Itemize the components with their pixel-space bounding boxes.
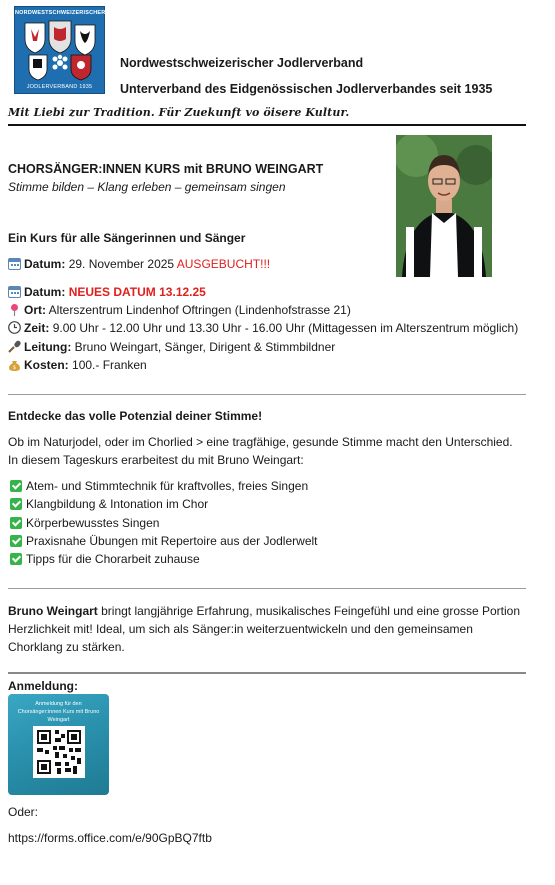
list-item-text: Körperbewusstes Singen (26, 516, 160, 530)
logo-top-text: NORDWESTSCHWEIZERISCHER (15, 10, 106, 16)
list-item (10, 495, 208, 513)
list-item (10, 477, 308, 495)
detail-date-new (8, 283, 206, 301)
instructor-name: Bruno Weingart (8, 604, 98, 618)
bio-text: Herzlichkeit mit! Ideal, um sich als Sänger:in weiterzuentwickeln und den gemeinsamen (8, 622, 473, 636)
list-item-text: Praxisnahe Übungen mit Repertoire aus der Jodlerwelt (26, 534, 318, 548)
list-item (10, 550, 200, 568)
lead-label: Leitung: (24, 340, 72, 354)
detail-place (8, 301, 351, 319)
time-value: 9.00 Uhr - 12.00 Uhr und 13.30 Uhr - 16.00 Uhr (Mittagessen im Alterszentrum möglich) (52, 321, 519, 335)
association-subtitle: Unterverband des Eidgenössischen Jodlerverbandes seit 1935 (120, 82, 493, 96)
course-title: CHORSÄNGER:INNEN KURS mit BRUNO WEINGART (8, 162, 324, 176)
association-title: Nordwestschweizerischer Jodlerverband (120, 56, 364, 70)
potential-title: Entdecke das volle Potenzial deiner Stimme! (8, 409, 263, 423)
checkmark-icon (10, 498, 22, 510)
potential-intro (8, 433, 533, 469)
checkmark-icon (10, 553, 22, 565)
detail-date-original (8, 255, 270, 273)
date1-value: 29. November 2025 (68, 257, 175, 271)
instructor-bio (8, 602, 533, 656)
date1-label: Datum: (24, 257, 66, 271)
bio-text: Chorklang zu stärken. (8, 640, 125, 654)
qr-caption: Anmeldung für den Chorsänger:innen Kurs mit Bruno Weingart (17, 701, 100, 723)
list-item-text: Atem- und Stimmtechnik für kraftvolles, freies Singen (26, 479, 309, 493)
intro-line: Ob im Naturjodel, oder im Chorlied > eine tragfähige, gesunde Stimme macht den Unterschied. (8, 435, 513, 449)
registration-title: Anmeldung: (8, 679, 78, 693)
motto: Mit Liebi zur Tradition. Für Zuekunft vo öisere Kultur. (8, 106, 350, 119)
money-bag-icon (8, 358, 21, 371)
checkmark-icon (10, 480, 22, 492)
checkmark-icon (10, 517, 22, 529)
logo-coat-of-arms-icon (21, 19, 100, 81)
registration-link[interactable]: https://forms.office.com/e/90GpBQ7ftb (8, 831, 212, 845)
svg-text:$: $ (12, 365, 17, 371)
date2-label: Datum: (24, 285, 66, 299)
microphone-icon (8, 340, 21, 353)
place-value: Alterszentrum Lindenhof Oftringen (Lindenhofstrasse 21) (48, 303, 351, 317)
instructor-portrait-icon (396, 135, 492, 277)
section-divider (8, 588, 526, 589)
qr-code[interactable] (33, 726, 85, 778)
clock-icon (8, 321, 21, 334)
list-item (10, 514, 159, 532)
course-audience: Ein Kurs für alle Sängerinnen und Sänger (8, 231, 246, 245)
booked-out-badge: AUSGEBUCHT!!! (176, 257, 271, 271)
registration-qr-card[interactable] (8, 694, 109, 795)
qr-code-icon (33, 726, 85, 778)
intro-line: In diesem Tageskurs erarbeitest du mit Bruno Weingart: (8, 453, 304, 467)
detail-time (8, 319, 518, 337)
detail-cost (8, 356, 147, 374)
new-date-value: NEUES DATUM 13.12.25 (68, 285, 206, 299)
list-item (10, 532, 318, 550)
list-item-text: Tipps für die Chorarbeit zuhause (26, 552, 200, 566)
or-label: Oder: (8, 805, 39, 819)
calendar-icon (8, 257, 21, 270)
section-divider (8, 672, 526, 674)
instructor-photo (396, 135, 492, 277)
location-pin-icon (8, 303, 21, 316)
cost-value: 100.- Franken (72, 358, 147, 372)
header-divider (8, 124, 526, 126)
detail-lead (8, 338, 335, 356)
time-label: Zeit: (24, 321, 50, 335)
section-divider (8, 394, 526, 395)
logo-bottom-text: JODLERVERBAND 1935 (26, 84, 93, 90)
place-label: Ort: (24, 303, 46, 317)
list-item-text: Klangbildung & Intonation im Chor (26, 497, 209, 511)
cost-label: Kosten: (24, 358, 69, 372)
bio-text: bringt langjährige Erfahrung, musikalisches Feingefühl und eine grosse Portion (97, 604, 521, 618)
course-subtitle: Stimme bilden – Klang erleben – gemeinsam singen (8, 180, 286, 194)
lead-value: Bruno Weingart, Sänger, Dirigent & Stimmbildner (74, 340, 336, 354)
checkmark-icon (10, 535, 22, 547)
association-logo (14, 6, 105, 94)
calendar-icon (8, 285, 21, 298)
